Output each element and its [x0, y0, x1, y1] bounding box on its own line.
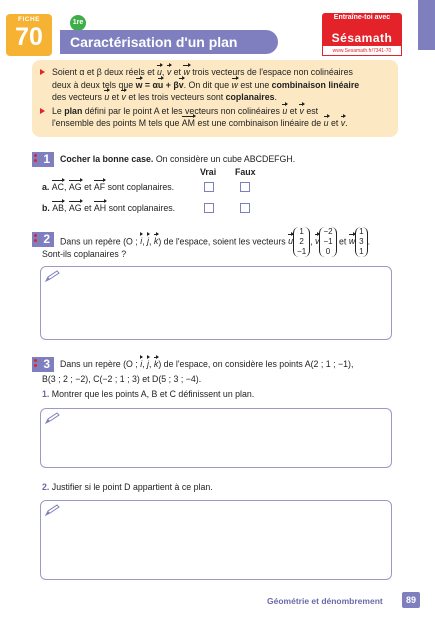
- checkbox-b-false[interactable]: [240, 203, 250, 213]
- course-text: .: [274, 92, 277, 103]
- sesamath-url[interactable]: www.Sesamath.fr/7341-70: [322, 46, 402, 56]
- question-b-label: b.: [42, 203, 50, 213]
- exercise-3-text: Dans un repère (O ;: [60, 359, 141, 369]
- matrix-cell: −1: [297, 247, 307, 256]
- question-a-text: sont coplanaires.: [107, 182, 175, 192]
- question-a-label: a.: [42, 182, 50, 192]
- exercise-1-question-b: b. AB, AG et AH sont coplanaires.: [42, 203, 176, 213]
- course-box: [32, 60, 398, 137]
- exercise-3-points: B(3 ; 2 ; −2), C(−2 ; 1 ; 3) et D(5 ; 3 ; −4).: [42, 374, 202, 384]
- course-bold: coplanaires: [225, 92, 275, 103]
- exercise-1-number: 1: [32, 152, 54, 167]
- course-text: est: [303, 105, 319, 116]
- course-bold: combinaison linéaire: [271, 79, 360, 90]
- exercise-2-text: Dans un repère (O ;: [60, 236, 141, 247]
- course-text: est une: [237, 79, 272, 90]
- course-text: . On dit que: [183, 79, 232, 90]
- vector-v-matrix: [319, 227, 336, 257]
- vector-w-matrix: [355, 227, 367, 257]
- pencil-icon: [45, 412, 61, 424]
- footer-chapter: Géométrie et dénombrement: [267, 596, 383, 606]
- fiche-label: FICHE: [18, 16, 40, 23]
- exercise-3-question-1: [42, 388, 254, 401]
- sesamath-logo: Sésamath: [322, 31, 402, 46]
- fiche-badge: [6, 14, 52, 56]
- level-badge: 1re: [70, 15, 86, 31]
- course-text: Le: [52, 105, 65, 116]
- exercise-2-statement: Dans un repère (O ; i, j, k) de l'espace, soient les vecteurs u1 2 −1, v−2 −1 0 et w1 3 1.: [60, 227, 371, 256]
- course-text: deux à deux tels que: [52, 79, 136, 90]
- exercise-2-question: Sont-ils coplanaires ?: [42, 249, 127, 259]
- pencil-icon: [45, 270, 61, 282]
- title-bar: [60, 30, 278, 54]
- matrix-cell: 0: [325, 247, 331, 256]
- matrix-cell: −2: [323, 227, 333, 236]
- course-text: et les trois vecteurs sont: [125, 92, 226, 103]
- exercise-3-statement: Dans un repère (O ; i, j, k) de l'espace, on considère les points A(2 ; 1 ; −1),: [60, 359, 354, 369]
- checkbox-a-true[interactable]: [204, 182, 214, 192]
- exercise-3-question-2: [42, 481, 213, 494]
- matrix-cell: 1: [359, 227, 364, 236]
- question-b-text: sont coplanaires.: [108, 203, 176, 213]
- matrix-cell: −1: [323, 237, 333, 246]
- course-text: défini par le point A et les vecteurs non colinéaires: [82, 105, 283, 116]
- course-text: l'ensemble des points M tels que: [52, 118, 182, 129]
- course-paragraph-1: Soient α et β deux réels et u, v et w trois vecteurs de l'espace non colinéaires deux à deux tels que w = αu + βv. On dit que w est une combinaison linéaire des vecteurs u et v et les trois vecteurs sont coplanaires.: [40, 66, 388, 104]
- exercise-2-text: ) de l'espace, soient les vecteurs: [158, 236, 286, 247]
- vector-u-matrix: [293, 227, 310, 257]
- matrix-cell: 3: [359, 237, 364, 246]
- bullet-icon: [40, 69, 45, 75]
- column-false-label: Faux: [235, 167, 256, 177]
- course-bold: plan: [64, 105, 83, 116]
- sesamath-banner[interactable]: [322, 13, 402, 60]
- matrix-cell: 1: [359, 247, 364, 256]
- exercise-1-statement: [60, 153, 295, 166]
- question-2-label: 2.: [42, 482, 50, 492]
- matrix-cell: 2: [299, 237, 304, 246]
- page-number: 89: [402, 592, 420, 608]
- exercise-3-answer-box-2[interactable]: [40, 500, 392, 580]
- checkbox-b-true[interactable]: [204, 203, 214, 213]
- page-title: Caractérisation d'un plan: [70, 34, 238, 50]
- side-tab: [418, 0, 435, 50]
- bullet-icon: [40, 108, 45, 114]
- exercise-1-instruction: Cocher la bonne case.: [60, 154, 154, 164]
- course-text: .: [345, 118, 348, 129]
- checkbox-a-false[interactable]: [240, 182, 250, 192]
- exercise-1-question-a: a. AC, AG et AF sont coplanaires.: [42, 182, 175, 192]
- column-true-label: Vrai: [200, 167, 217, 177]
- exercise-3-number: 3: [32, 357, 54, 372]
- course-text: des vecteurs: [52, 92, 105, 103]
- sesamath-cta: Entraîne-toi avec: [322, 13, 402, 31]
- question-1-label: 1.: [42, 389, 50, 399]
- exercise-1-context: On considère un cube ABCDEFGH.: [155, 154, 296, 164]
- question-2-text: Justifier si le point D appartient à ce plan.: [51, 482, 213, 492]
- matrix-cell: 1: [299, 227, 304, 236]
- question-1-text: Montrer que les points A, B et C définissent un plan.: [51, 389, 255, 399]
- course-text: trois vecteurs de l'espace non colinéaires: [189, 67, 353, 77]
- course-text: est une combinaison linéaire de: [195, 118, 324, 129]
- exercise-2-answer-box[interactable]: [40, 266, 392, 340]
- exercise-3-text: ) de l'espace, on considère les points A(2 ; 1 ; −1),: [158, 359, 354, 369]
- pencil-icon: [45, 504, 61, 516]
- exercise-2-number: 2: [32, 232, 54, 247]
- course-paragraph-2: Le plan défini par le point A et les vecteurs non colinéaires u et v est l'ensemble des points M tels que AM est une combinaison linéaire de u et v.: [40, 105, 388, 130]
- course-text: Soient α et β deux réels et: [52, 67, 158, 77]
- exercise-3-answer-box-1[interactable]: [40, 408, 392, 468]
- fiche-number: 70: [15, 23, 43, 51]
